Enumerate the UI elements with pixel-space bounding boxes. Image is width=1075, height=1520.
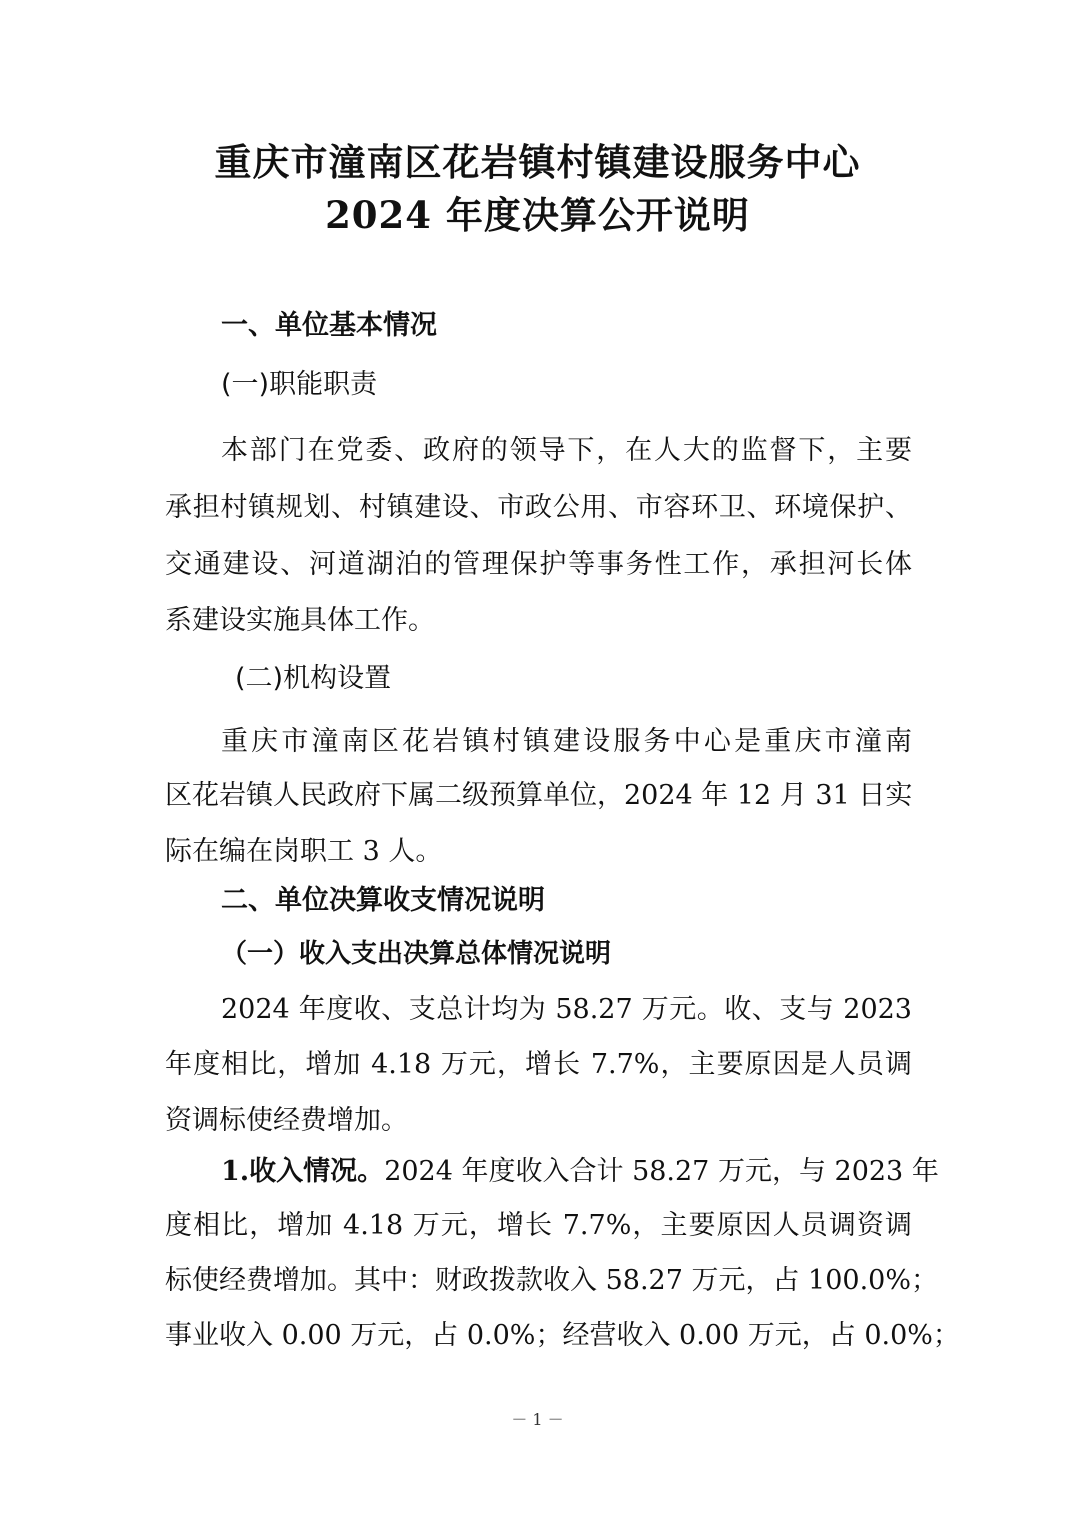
para4-line4: 事业收入 0.00 万元，占 0.0%；经营收入 0.00 万元，占 0.0%； bbox=[165, 1320, 960, 1351]
subsection1-heading: (一)职能职责 bbox=[221, 369, 378, 400]
para2-line3: 际在编在岗职工 3 人。 bbox=[165, 836, 443, 867]
section2-heading: 二、单位决算收支情况说明 bbox=[221, 885, 545, 916]
document-title-line2: 2024 年度决算公开说明 bbox=[325, 193, 750, 237]
para2-line2: 区花岩镇人民政府下属二级预算单位，2024 年 12 月 31 日实 bbox=[165, 780, 913, 811]
section1-heading: 一、单位基本情况 bbox=[221, 310, 437, 341]
subsection2-heading: (二)机构设置 bbox=[235, 663, 392, 694]
para1-line2: 承担村镇规划、村镇建设、市政公用、市容环卫、环境保护、 bbox=[165, 492, 912, 523]
para3-line1: 2024 年度收、支总计均为 58.27 万元。收、支与 2023 bbox=[221, 994, 912, 1025]
page-number: － 1 － bbox=[511, 1410, 564, 1429]
para4-line2: 度相比，增加 4.18 万元，增长 7.7%，主要原因人员调资调 bbox=[165, 1210, 912, 1241]
para1-line3: 交通建设、河道湖泊的管理保护等事务性工作，承担河长体 bbox=[165, 549, 912, 580]
para4-line1 bbox=[221, 1152, 939, 1192]
para2-line1: 重庆市潼南区花岩镇村镇建设服务中心是重庆市潼南 bbox=[221, 726, 912, 757]
para4-line1-text: 2024 年度收入合计 58.27 万元，与 2023 年 bbox=[384, 1156, 939, 1187]
para4-line3: 标使经费增加。其中：财政拨款收入 58.27 万元，占 100.0%； bbox=[165, 1265, 938, 1296]
para3-line3: 资调标使经费增加。 bbox=[165, 1105, 408, 1136]
document-title-line1: 重庆市潼南区花岩镇村镇建设服务中心 bbox=[214, 140, 861, 184]
subsection3-heading: （一）收入支出决算总体情况说明 bbox=[221, 939, 612, 969]
para3-line2: 年度相比，增加 4.18 万元，增长 7.7%，主要原因是人员调 bbox=[165, 1049, 912, 1080]
para1-line1: 本部门在党委、政府的领导下，在人大的监督下，主要 bbox=[221, 435, 912, 466]
para4-lead: 1.收入情况。 bbox=[221, 1156, 385, 1187]
para1-line4: 系建设实施具体工作。 bbox=[165, 605, 435, 636]
